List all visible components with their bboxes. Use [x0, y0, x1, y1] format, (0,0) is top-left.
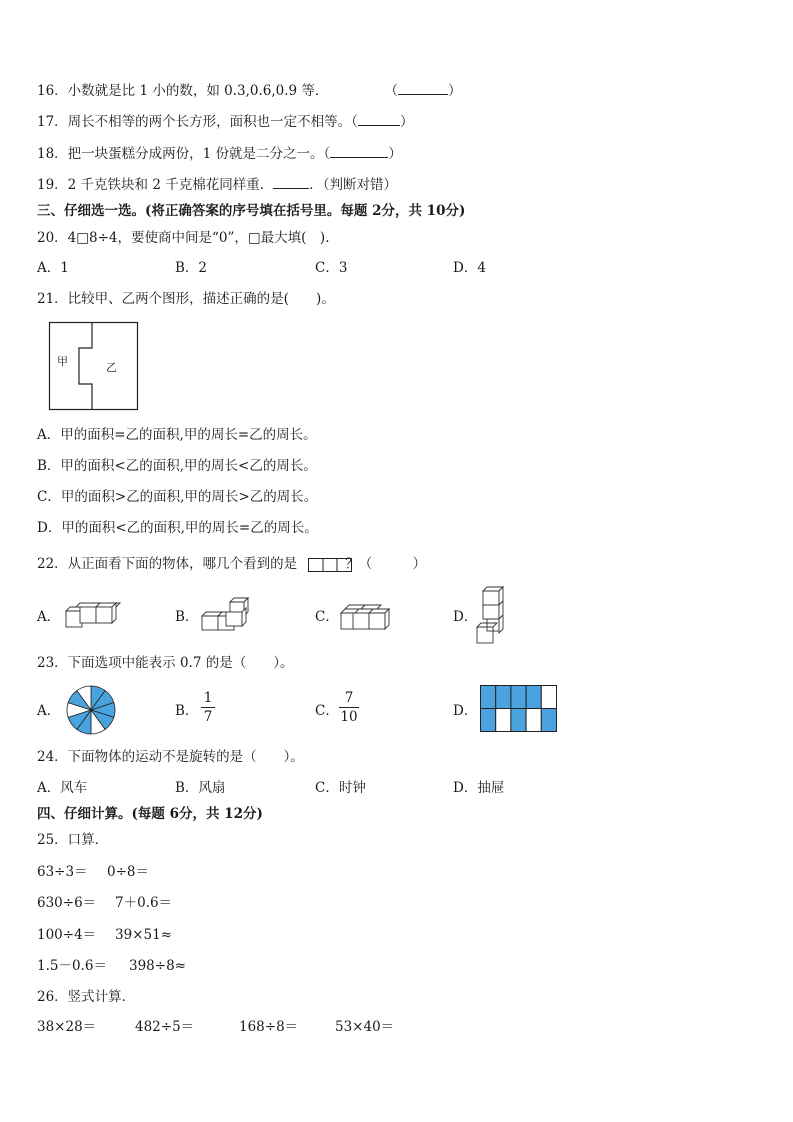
grid-cell	[496, 709, 511, 732]
grid-cell	[481, 686, 496, 709]
answer-blank-18[interactable]	[330, 145, 388, 158]
section-3-title: 三、仔细选一选。(将正确答案的序号填在括号里。每题 2分，共 10分)	[37, 203, 466, 219]
vertical-calc-item: 482÷5＝	[135, 1019, 195, 1035]
grid-cell	[496, 686, 511, 709]
question-18	[37, 145, 402, 163]
question-18-paren-close: ）	[388, 146, 402, 162]
vertical-calc-item: 38×28＝	[37, 1019, 97, 1035]
q24-option-a[interactable]: A．风车	[37, 780, 88, 796]
q22-option-a[interactable]: A．	[37, 609, 61, 625]
fraction-b-denominator: 7	[203, 709, 213, 725]
calc-row	[37, 863, 149, 881]
question-16-text: 16．小数就是比 1 小的数，如 0.3,0.6,0.9 等．	[37, 83, 329, 99]
q20-option-a[interactable]: A．1	[37, 260, 69, 276]
grid-cell	[541, 686, 556, 709]
q23-option-c[interactable]: C．	[315, 703, 339, 719]
calc-item: 0÷8＝	[107, 864, 149, 880]
calc-item: 1.5－0.6＝	[37, 958, 107, 974]
q20-option-d[interactable]: D．4	[453, 260, 486, 276]
grid-cell	[541, 709, 556, 732]
question-22-text: 22．从正面看下面的物体，哪几个看到的是	[37, 556, 298, 572]
calc-row	[37, 894, 172, 912]
calc-item: 630÷6＝	[37, 895, 97, 911]
cube-stack-b-icon	[200, 598, 254, 632]
answer-blank-16[interactable]	[398, 82, 448, 95]
q24-option-c[interactable]: C．时钟	[315, 780, 366, 796]
question-20-stem: 20．4□8÷4，要使商中间是“0”，□最大填( ).	[37, 230, 330, 246]
question-19-suffix: ．（判断对错）	[309, 177, 397, 193]
question-16	[37, 82, 461, 100]
grid-cell	[511, 709, 526, 732]
q24-option-d[interactable]: D．抽屉	[453, 780, 505, 796]
question-17-paren-close: ）	[399, 114, 414, 130]
grid-cell	[526, 709, 541, 732]
q20-option-c[interactable]: C．3	[315, 260, 348, 276]
grid-fraction-figure	[480, 685, 558, 733]
q21-option-a[interactable]: A．甲的面积=乙的面积,甲的周长=乙的周长。	[37, 427, 317, 443]
vertical-calc-item: 168÷8＝	[239, 1019, 299, 1035]
fraction-c-bar	[339, 707, 359, 708]
grid-cell	[481, 709, 496, 732]
q22-option-b[interactable]: B．	[175, 609, 199, 625]
grid-cell	[526, 686, 541, 709]
question-21-stem: 21．比较甲、乙两个图形，描述正确的是( )。	[37, 291, 335, 307]
question-23-stem: 23．下面选项中能表示 0.7 的是（ ）。	[37, 655, 294, 671]
grid-cell	[511, 686, 526, 709]
question-25-stem: 25．口算．	[37, 832, 109, 848]
q23-option-b[interactable]: B．	[175, 703, 199, 719]
cube-stack-a-icon	[62, 601, 122, 631]
figure-label-yi: 乙	[106, 361, 117, 374]
fraction-one-seventh	[201, 690, 215, 725]
calc-item: 63÷3＝	[37, 864, 88, 880]
calc-item: 39×51≈	[115, 927, 172, 943]
q21-option-c[interactable]: C．甲的面积>乙的面积,甲的周长>乙的周长。	[37, 489, 318, 505]
question-22-paren: ？（ ）	[345, 556, 427, 572]
pie-fraction-figure	[65, 684, 117, 736]
q21-option-d[interactable]: D．甲的面积<乙的面积,甲的周长=乙的周长。	[37, 520, 318, 536]
cube-stack-d-icon	[475, 585, 507, 647]
question-17	[37, 113, 413, 131]
question-19	[37, 176, 397, 194]
q20-option-b[interactable]: B．2	[175, 260, 208, 276]
vertical-calc-row	[37, 1018, 394, 1036]
q23-option-a[interactable]: A．	[37, 703, 61, 719]
vertical-calc-item: 53×40＝	[335, 1019, 395, 1035]
calc-row	[37, 926, 172, 944]
q22-option-c[interactable]: C．	[315, 609, 339, 625]
fraction-seven-tenths	[339, 690, 359, 725]
calc-item: 7＋0.6＝	[115, 895, 173, 911]
q23-option-d[interactable]: D．	[453, 703, 478, 719]
answer-blank-19[interactable]	[273, 176, 309, 189]
q24-option-b[interactable]: B．风扇	[175, 780, 226, 796]
question-24-stem: 24．下面物体的运动不是旋转的是（ ）。	[37, 749, 304, 765]
question-18-text: 18．把一块蛋糕分成两份，1 份就是二分之一。（	[37, 146, 331, 162]
q22-option-d[interactable]: D．	[453, 609, 478, 625]
three-square-front-view	[308, 558, 354, 573]
q21-option-b[interactable]: B．甲的面积<乙的面积,甲的周长<乙的周长。	[37, 458, 317, 474]
fraction-b-numerator: 1	[203, 690, 213, 706]
question-26-stem: 26．竖式计算．	[37, 989, 136, 1005]
question-22-stem	[37, 555, 426, 573]
cube-stack-c-icon	[339, 601, 391, 633]
figure-label-jia: 甲	[57, 355, 68, 368]
calc-row	[37, 957, 186, 975]
calc-item: 398÷8≈	[129, 958, 186, 974]
question-16-paren-open: （	[384, 83, 398, 99]
section-4-title: 四、仔细计算。(每题 6分，共 12分)	[37, 806, 263, 822]
question-19-text: 19．2 千克铁块和 2 千克棉花同样重．	[37, 177, 274, 193]
fraction-b-bar	[201, 707, 215, 708]
question-17-text: 17．周长不相等的两个长方形，面积也一定不相等。（	[37, 114, 358, 130]
calc-item: 100÷4＝	[37, 927, 97, 943]
question-16-paren-close: ）	[447, 83, 462, 99]
fraction-c-denominator: 10	[340, 709, 358, 725]
answer-blank-17[interactable]	[358, 113, 400, 126]
fraction-c-numerator: 7	[344, 690, 354, 706]
